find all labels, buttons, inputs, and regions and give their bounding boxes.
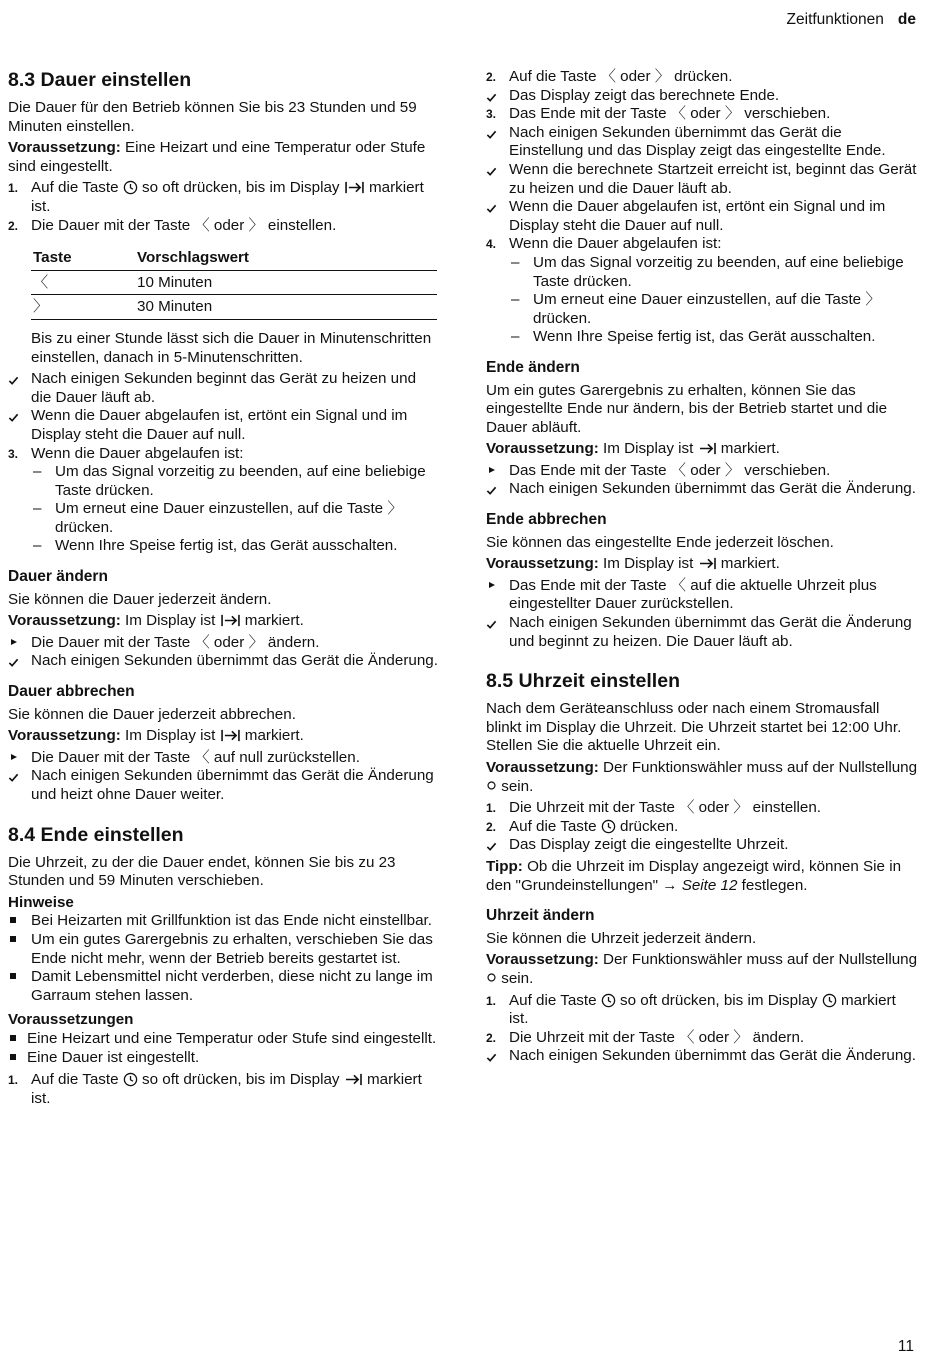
hint-item: Um ein gutes Garergebnis zu erhalten, verschieben Sie das Ende nicht mehr, wenn der Betrieb bereits gestartet ist. bbox=[8, 931, 440, 968]
result-item: Das Display zeigt die eingestellte Uhrzeit. bbox=[486, 836, 918, 855]
checkmark-icon bbox=[8, 772, 19, 783]
step-1: 1. Auf die Taste so oft drücken, bis im Display markiert ist. bbox=[8, 1071, 422, 1107]
subsection-title: Uhrzeit ändern bbox=[486, 907, 595, 925]
end-icon bbox=[344, 1072, 363, 1087]
checkmark-icon bbox=[486, 485, 497, 496]
section-title-8-4: 8.4 Ende einstellen bbox=[8, 823, 184, 846]
checkmark-icon bbox=[486, 841, 497, 852]
step-2: 2. Die Dauer mit der Taste 〈 oder 〉 einstellen. bbox=[8, 216, 337, 234]
clock-icon bbox=[601, 993, 616, 1008]
step-3: 3. Wenn die Dauer abgelaufen ist: bbox=[8, 444, 244, 462]
step-1: 1. Auf die Taste so oft drücken, bis im Display markiert ist. bbox=[8, 179, 424, 215]
result-item: Wenn die Dauer abgelaufen ist, ertönt ein Signal und im Display steht die Dauer auf null. bbox=[8, 407, 440, 444]
section-title-8-5: 8.5 Uhrzeit einstellen bbox=[486, 670, 680, 693]
prerequisite: Voraussetzung: Der Funktionswähler muss auf der Nullstellung sein. bbox=[486, 951, 918, 987]
table-header-key: Taste bbox=[31, 245, 135, 270]
dash-item: – Um erneut eine Dauer einzustellen, auf die Taste 〉 drücken. bbox=[33, 500, 403, 536]
duration-icon bbox=[220, 613, 241, 628]
checkmark-icon bbox=[8, 375, 19, 386]
checkmark-icon bbox=[486, 166, 497, 177]
result-item: Wenn die berechnete Startzeit erreicht ist, beginnt das Gerät zu heizen und die Dauer läuft ab. bbox=[486, 161, 918, 198]
body-text: Um ein gutes Garergebnis zu erhalten, können Sie das eingestellte Ende nur ändern, bis der Betrieb startet und die Dauer abläuft. bbox=[486, 381, 888, 436]
right-column bbox=[486, 68, 918, 1066]
checkmark-icon bbox=[486, 92, 497, 103]
left-column bbox=[8, 68, 440, 1108]
body-text: Sie können die Uhrzeit jederzeit ändern. bbox=[486, 929, 757, 947]
action-item: Die Dauer mit der Taste 〈 oder 〉 ändern. bbox=[8, 634, 440, 653]
dash-item: – Um das Signal vorzeitig zu beenden, auf eine beliebige Taste drücken. bbox=[33, 463, 426, 499]
page-link[interactable]: Seite 12 bbox=[681, 876, 738, 894]
clock-icon bbox=[601, 819, 616, 834]
prerequisite: Voraussetzung: Im Display ist markiert. bbox=[8, 612, 304, 630]
intro-text: Die Uhrzeit, zu der die Dauer endet, können Sie bis zu 23 Stunden und 59 Minuten verschieben. bbox=[8, 853, 396, 890]
action-item: Die Dauer mit der Taste 〈 auf null zurückstellen. bbox=[8, 749, 440, 768]
checkmark-icon bbox=[486, 619, 497, 630]
prerequisite-item: Eine Heizart und eine Temperatur oder Stufe sind eingestellt. bbox=[8, 1030, 440, 1049]
header-lang: de bbox=[897, 11, 916, 28]
end-icon bbox=[698, 441, 717, 456]
page-number: 11 bbox=[897, 1338, 914, 1355]
checkmark-icon bbox=[486, 129, 497, 140]
step-4: 4. Wenn die Dauer abgelaufen ist: bbox=[486, 235, 722, 253]
hints-title: Hinweise bbox=[8, 893, 74, 911]
table-row: 〈 10 Minuten bbox=[31, 270, 437, 295]
action-arrow-icon bbox=[11, 639, 17, 645]
header-section: Zeitfunktionen bbox=[786, 11, 884, 28]
dash-item: – Um erneut eine Dauer einzustellen, auf die Taste 〉 drücken. bbox=[511, 291, 881, 327]
result-item: Nach einigen Sekunden übernimmt das Gerät die Änderung und beginnt zu heizen. Die Dauer läuft ab. bbox=[486, 614, 918, 651]
subsection-title: Dauer ändern bbox=[8, 568, 108, 586]
dash-item: – Um das Signal vorzeitig zu beenden, auf eine beliebige Taste drücken. bbox=[511, 253, 904, 290]
prerequisite: Voraussetzung: Im Display ist markiert. bbox=[486, 555, 780, 573]
checkmark-icon bbox=[8, 657, 19, 668]
step-3: 3. Das Ende mit der Taste 〈 oder 〉 verschieben. bbox=[486, 105, 831, 123]
prerequisite: Voraussetzung: Eine Heizart und eine Temperatur oder Stufe sind eingestellt. bbox=[8, 139, 426, 175]
result-item: Nach einigen Sekunden beginnt das Gerät zu heizen und die Dauer läuft ab. bbox=[8, 370, 440, 407]
prerequisite: Voraussetzung: Im Display ist markiert. bbox=[8, 727, 304, 745]
hint-item: Damit Lebensmittel nicht verderben, diese nicht zu lange im Garraum stehen lassen. bbox=[8, 968, 440, 1005]
result-item: Nach einigen Sekunden übernimmt das Gerät die Änderung. bbox=[486, 1047, 918, 1066]
duration-icon bbox=[220, 728, 241, 743]
step-2: 2. Die Uhrzeit mit der Taste 〈 oder 〉 ändern. bbox=[486, 1028, 805, 1046]
step-1: 1. Die Uhrzeit mit der Taste 〈 oder 〉 einstellen. bbox=[486, 799, 822, 817]
clock-icon bbox=[123, 180, 138, 195]
body-text: Sie können die Dauer jederzeit abbrechen. bbox=[8, 705, 296, 723]
result-item: Nach einigen Sekunden übernimmt das Gerät die Einstellung und das Display zeigt das eingestellte Ende. bbox=[486, 124, 918, 161]
result-item: Das Display zeigt das berechnete Ende. bbox=[486, 87, 918, 106]
step-1: 1. Auf die Taste so oft drücken, bis im Display markiert ist. bbox=[486, 991, 896, 1028]
checkmark-icon bbox=[8, 412, 19, 423]
zero-position-icon bbox=[486, 780, 497, 791]
checkmark-icon bbox=[486, 1052, 497, 1063]
action-arrow-icon bbox=[489, 467, 495, 473]
note-text: Bis zu einer Stunde lässt sich die Dauer in Minutenschritten einstellen, danach in 5-Minutenschritten. bbox=[31, 329, 432, 366]
step-2: 2. Auf die Taste drücken. bbox=[486, 817, 679, 835]
clock-icon bbox=[822, 993, 837, 1008]
subsection-title: Dauer abbrechen bbox=[8, 683, 135, 701]
action-arrow-icon bbox=[489, 582, 495, 588]
checkmark-icon bbox=[486, 203, 497, 214]
result-item: Wenn die Dauer abgelaufen ist, ertönt ein Signal und im Display steht die Dauer auf null. bbox=[486, 198, 918, 235]
default-values-table bbox=[31, 245, 437, 320]
dash-item: – Wenn Ihre Speise fertig ist, das Gerät ausschalten. bbox=[33, 537, 398, 555]
prerequisite-item: Eine Dauer ist eingestellt. bbox=[8, 1049, 440, 1068]
tip: Tipp: Ob die Uhrzeit im Display angezeigt wird, können Sie in den "Grundeinstellungen" → Seite 12 festlegen. bbox=[486, 857, 902, 894]
intro-text: Die Dauer für den Betrieb können Sie bis 23 Stunden und 59 Minuten einstellen. bbox=[8, 99, 417, 135]
body-text: Sie können das eingestellte Ende jederzeit löschen. bbox=[486, 533, 834, 551]
prerequisite: Voraussetzung: Der Funktionswähler muss auf der Nullstellung sein. bbox=[486, 759, 918, 795]
body-text: Sie können die Dauer jederzeit ändern. bbox=[8, 590, 272, 608]
action-arrow-icon bbox=[11, 754, 17, 760]
prerequisites-title: Voraussetzungen bbox=[8, 1011, 134, 1029]
action-item: Das Ende mit der Taste 〈 oder 〉 verschieben. bbox=[486, 462, 918, 481]
subsection-title: Ende abbrechen bbox=[486, 511, 607, 529]
duration-icon bbox=[344, 180, 365, 195]
table-header-value: Vorschlagswert bbox=[135, 245, 437, 270]
result-item: Nach einigen Sekunden übernimmt das Gerät die Änderung. bbox=[486, 480, 918, 499]
clock-icon bbox=[123, 1072, 138, 1087]
section-title-8-3: 8.3 Dauer einstellen bbox=[8, 69, 192, 91]
prerequisite: Voraussetzung: Im Display ist markiert. bbox=[486, 440, 780, 458]
step-2: 2. Auf die Taste 〈 oder 〉 drücken. bbox=[486, 68, 733, 85]
end-icon bbox=[698, 556, 717, 571]
result-item: Nach einigen Sekunden übernimmt das Gerät die Änderung und heizt ohne Dauer weiter. bbox=[8, 767, 440, 804]
page-header bbox=[787, 11, 916, 30]
zero-position-icon bbox=[486, 972, 497, 983]
dash-item: – Wenn Ihre Speise fertig ist, das Gerät ausschalten. bbox=[511, 328, 876, 346]
subsection-title: Ende ändern bbox=[486, 358, 580, 376]
intro-text: Nach dem Geräteanschluss oder nach einem Stromausfall blinkt im Display die Uhrzeit. Die Uhrzeit startet bei 12:00 Uhr. Stellen Sie die aktuelle Uhrzeit ein. bbox=[486, 700, 902, 755]
table-row: 〉 30 Minuten bbox=[31, 295, 437, 320]
action-item: Das Ende mit der Taste 〈 auf die aktuelle Uhrzeit plus eingestellter Dauer zurückstellen. bbox=[486, 577, 918, 614]
result-item: Nach einigen Sekunden übernimmt das Gerät die Änderung. bbox=[8, 652, 440, 671]
hint-item: Bei Heizarten mit Grillfunktion ist das Ende nicht einstellbar. bbox=[8, 912, 440, 931]
